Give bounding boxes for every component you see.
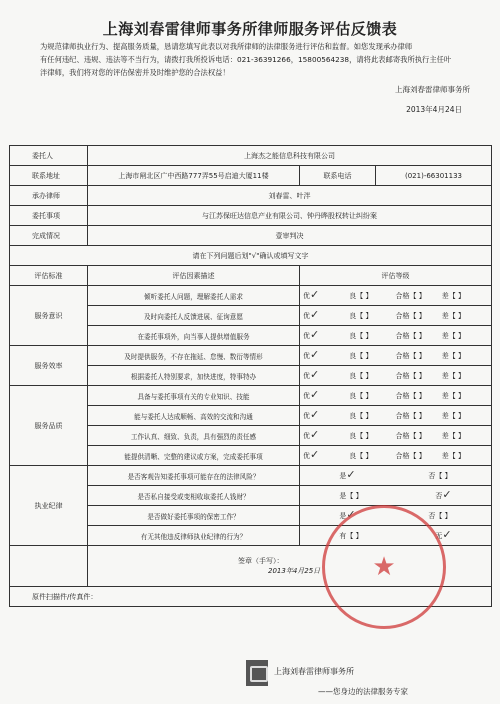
- factor-item: 在委托事项外，向当事人提供增值服务: [88, 326, 300, 346]
- section-service-awareness: 服务意识: [10, 286, 88, 346]
- factor-item: 是否客观告知委托事项可能存在的法律风险？: [88, 466, 300, 486]
- client-label: 委托人: [10, 146, 88, 166]
- factor-item: 及时向委托人反馈进展、征询意愿: [88, 306, 300, 326]
- page-title: 上海刘春雷律师事务所律师服务评估反馈表: [102, 20, 398, 38]
- factor-item: 工作认真、细致、负责，具有强烈的责任感: [88, 426, 300, 446]
- intro-text: [40, 40, 480, 79]
- factor-item: 能提供清晰、完整的建议或方案，完成委托事项: [88, 446, 300, 466]
- factor-item: 倾听委托人问题，理解委托人需求: [88, 286, 300, 306]
- factor-item: 具备与委托事项有关的专业知识、技能: [88, 386, 300, 406]
- yes-no-row[interactable]: 是✓ 否【 】: [300, 506, 492, 526]
- footer-slogan: ——您身边的法律服务专家: [318, 687, 408, 696]
- factor-item: 能与委托人达成顺畅、高效的交流和沟通: [88, 406, 300, 426]
- status-label: 完成情况: [10, 226, 88, 246]
- rating-row[interactable]: 优✓ 良【 】 合格【 】 差【 】: [300, 306, 492, 326]
- factor-item: 及时提供服务，不存在拖延、怠慢、数衍等情形: [88, 346, 300, 366]
- rating-row[interactable]: 优✓ 良【 】 合格【 】 差【 】: [300, 406, 492, 426]
- lawyer-label: 承办律师: [10, 186, 88, 206]
- intro-line: 泮律师，我们将对您的评估保密并及时维护您的合法权益！: [40, 68, 230, 77]
- rating-row[interactable]: 优✓ 良【 】 合格【 】 差【 】: [300, 446, 492, 466]
- rating-row[interactable]: 优✓ 良【 】 合格【 】 差【 】: [300, 426, 492, 446]
- rating-row[interactable]: 优✓ 良【 】 合格【 】 差【 】: [300, 326, 492, 346]
- header-factor: 评估因素描述: [88, 266, 300, 286]
- section-service-efficiency: 服务效率: [10, 346, 88, 386]
- have-none-row[interactable]: 有【 】 无✓: [300, 526, 492, 546]
- section-professional-discipline: 执业纪律: [10, 466, 88, 546]
- rating-row[interactable]: 优✓ 良【 】 合格【 】 差【 】: [300, 386, 492, 406]
- section-service-quality: 服务品质: [10, 386, 88, 466]
- rating-row[interactable]: 优✓ 良【 】 合格【 】 差【 】: [300, 366, 492, 386]
- intro-line: 为规范律师执业行为、提高服务质量，恳请您填写此表以对我所律师的法律服务进行评估和监督。如您发现承办律师: [40, 42, 413, 51]
- attachment-label[interactable]: 原件扫描件/传真件：: [10, 587, 492, 607]
- rating-row[interactable]: 优✓ 良【 】 合格【 】 差【 】: [300, 286, 492, 306]
- company-seal-stamp: [322, 505, 446, 629]
- header-level: 评估等级: [300, 266, 492, 286]
- status-value[interactable]: 壹审判决: [88, 226, 492, 246]
- signature-label: 签章（手写）：: [238, 557, 284, 565]
- factor-item: 根据委托人特别要求，加快进度，特事特办: [88, 366, 300, 386]
- lawyer-value[interactable]: 刘春雷、叶泮: [88, 186, 492, 206]
- header-standard: 评估标准: [10, 266, 88, 286]
- yes-no-row[interactable]: 是【 】 否✓: [300, 486, 492, 506]
- yes-no-row[interactable]: 是✓ 否【 】: [300, 466, 492, 486]
- address-label: 联系地址: [10, 166, 88, 186]
- matter-label: 委托事项: [10, 206, 88, 226]
- signature-date: 2013年4月25日: [268, 567, 321, 575]
- phone-value[interactable]: (021)-66301133: [376, 166, 492, 186]
- seal-star-icon: ★: [372, 552, 396, 582]
- factor-item: 是否做好委托事项的保密工作？: [88, 506, 300, 526]
- form-date: 2013年4月24日: [406, 105, 462, 114]
- address-value[interactable]: 上海市闸北区广中西路777弄55号启迪大厦11楼: [88, 166, 300, 186]
- phone-label: 联系电话: [300, 166, 376, 186]
- factor-item: 是否私自接受或变相收取委托人钱财？: [88, 486, 300, 506]
- matter-value[interactable]: 与江苏保旺达信息产业有限公司、钟丹晔股权转让纠纷案: [88, 206, 492, 226]
- client-value[interactable]: 上海杰之能信息科技有限公司: [88, 146, 492, 166]
- firm-signature: 上海刘春雷律师事务所: [395, 85, 470, 94]
- intro-line: 有任何违纪、违规、违法等不当行为，请拨打我所投诉电话：021-36391266，15800564238，请将此表邮寄我所执行主任叶: [40, 55, 452, 64]
- firm-logo: [246, 660, 268, 686]
- rating-row[interactable]: 优✓ 良【 】 合格【 】 差【 】: [300, 346, 492, 366]
- factor-item: 有无其他违反律师执业纪律的行为？: [88, 526, 300, 546]
- footer-firm-name: 上海刘春雷律师事务所: [274, 667, 354, 676]
- instruction-text: 请在下列问题后划"√"确认或填写文字: [10, 246, 492, 266]
